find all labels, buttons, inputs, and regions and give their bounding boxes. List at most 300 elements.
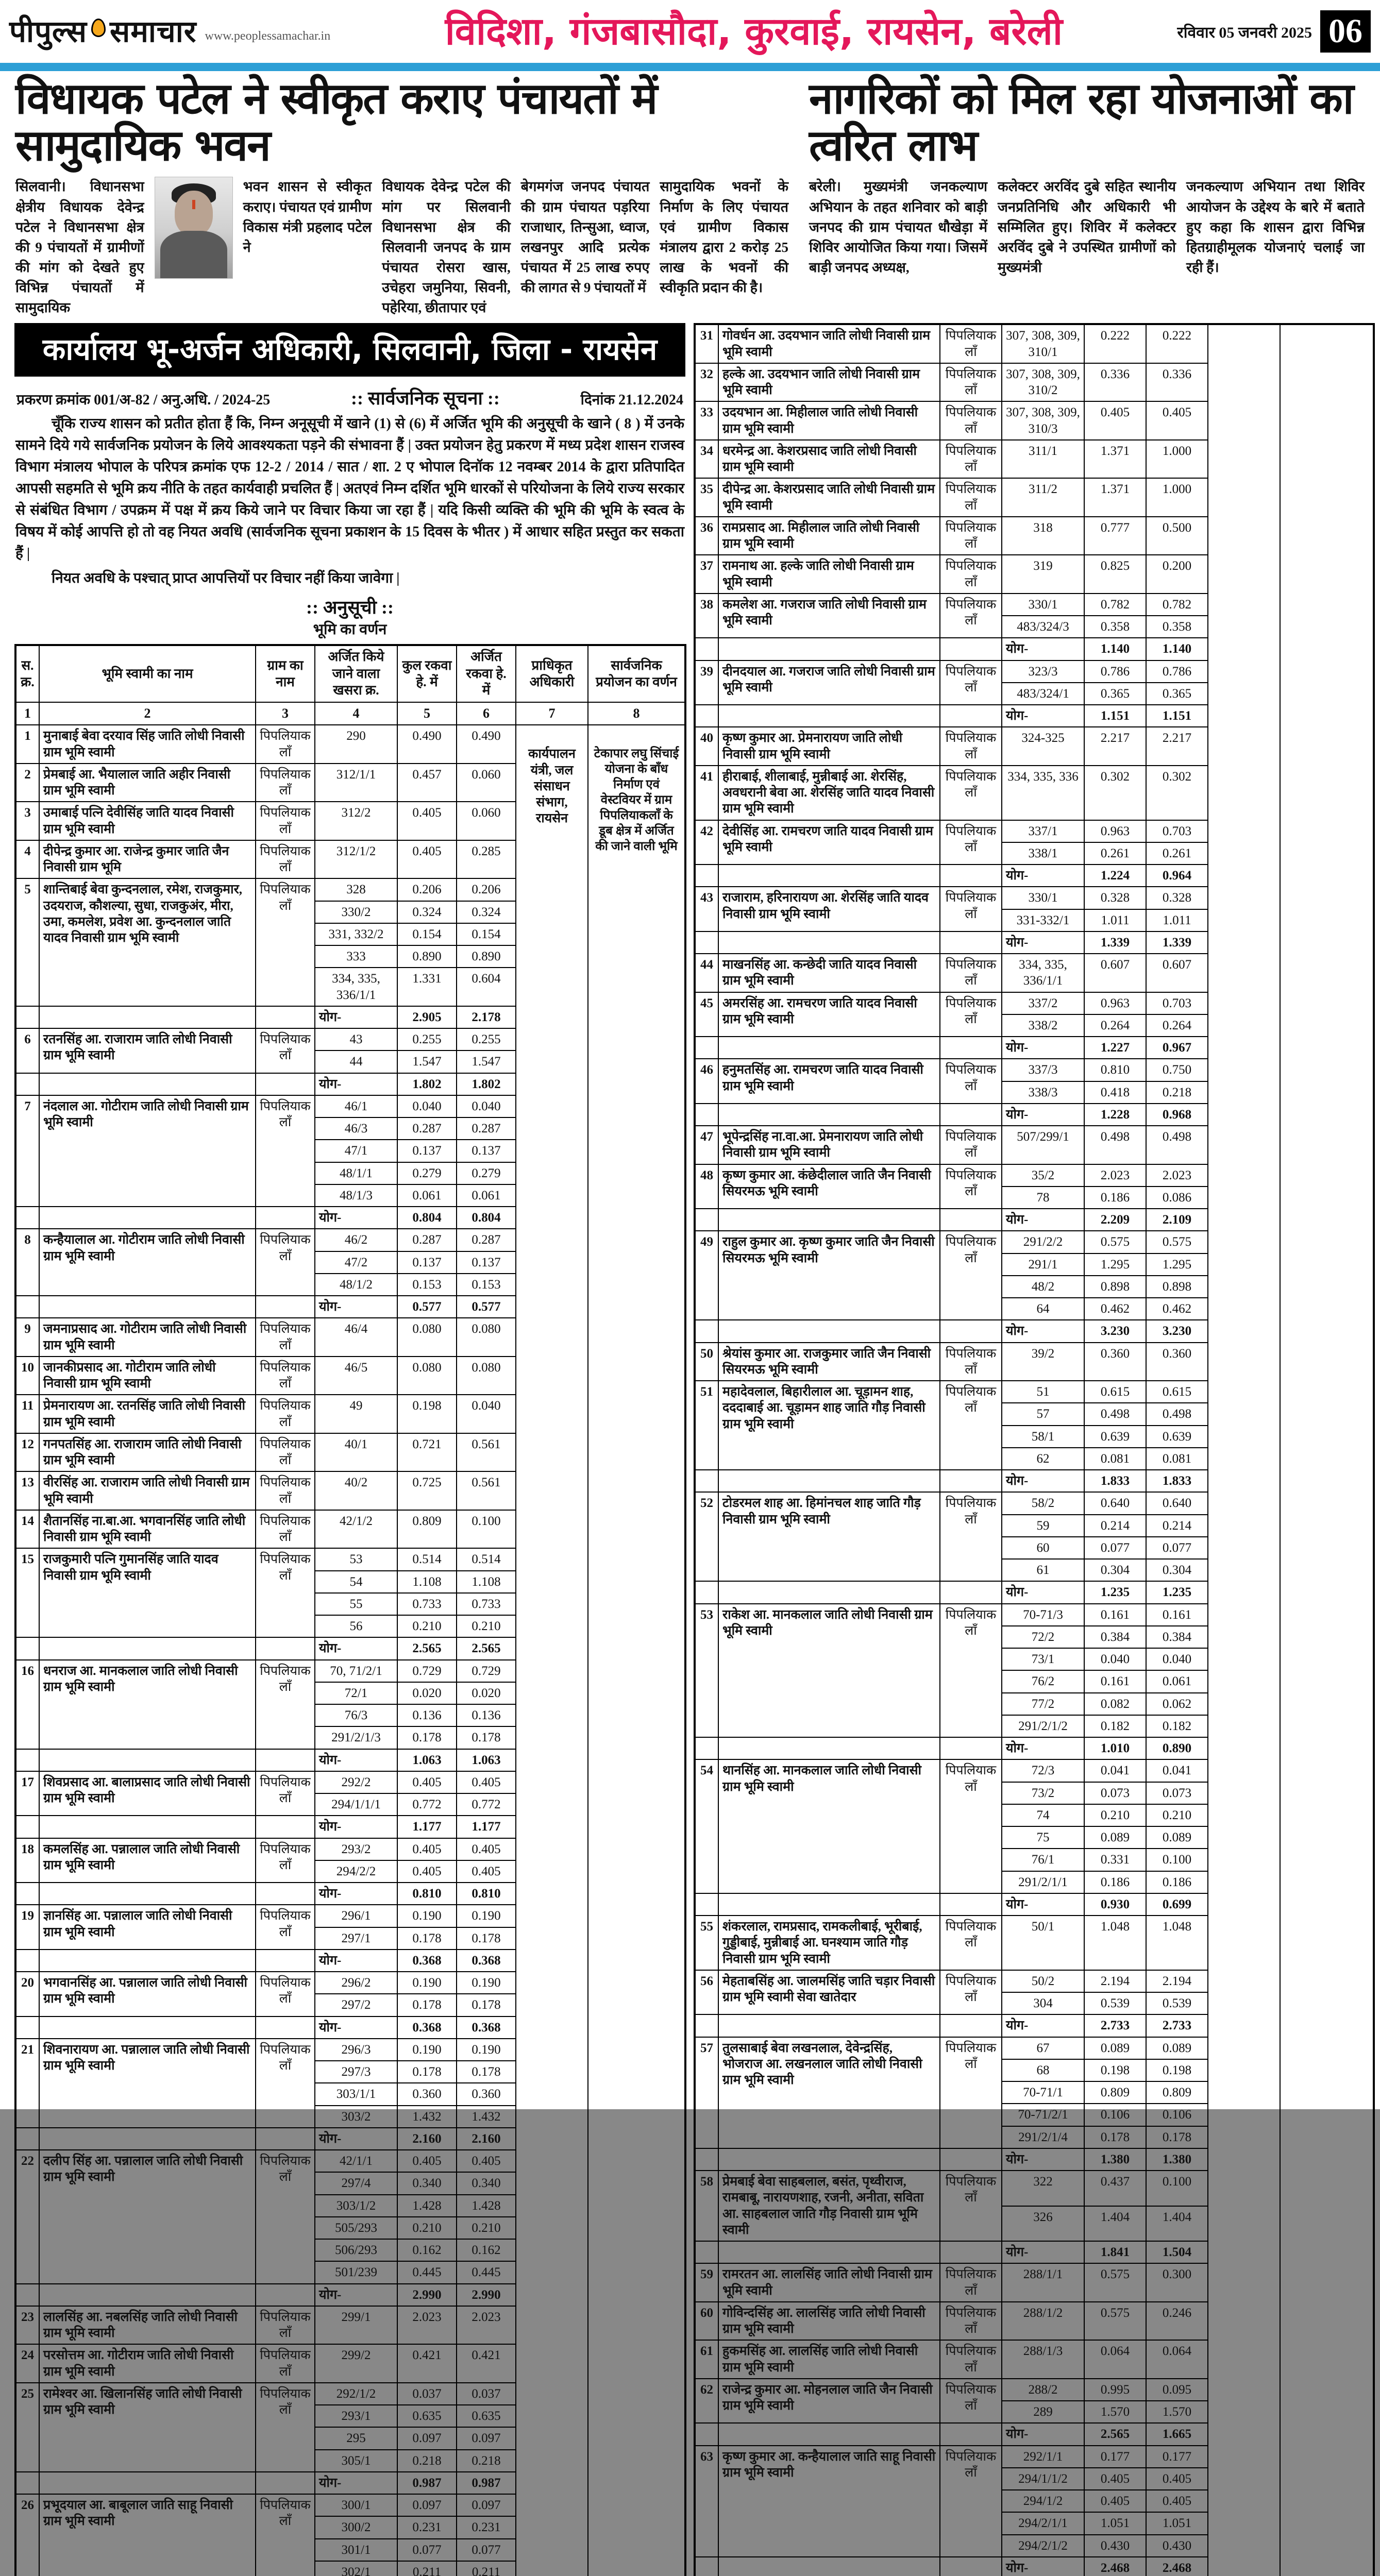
total-area-cell: 0.190 (397, 2039, 457, 2061)
total-area-cell: 0.809 (397, 1510, 457, 1549)
owner-name-cell: जानकीप्रसाद आ. गोटीराम जाति लोधी निवासी ग्राम भूमि स्वामी (39, 1357, 256, 1395)
total-area-cell: 0.304 (1084, 1559, 1146, 1581)
village-cell: पिपलियाकलाँ (940, 478, 1002, 517)
total-area-cell: 1.011 (1084, 909, 1146, 931)
left-article-col1: सिलवानी। विधानसभा क्षेत्रीय विधायक देवेन्द्र पटेल ने विधानसभा क्षेत्र की 9 पंचायतों में ग्रामीणों की मांग को देखते हुए विभिन्न पंचायतों में सामुदायिक (15, 179, 144, 316)
acquired-area-cell: 0.040 (457, 1395, 516, 1433)
total-area-cell: 0.384 (1084, 1626, 1146, 1648)
total-area-cell: 1.371 (1084, 478, 1146, 517)
khasra-cell: 312/1/1 (315, 764, 397, 802)
subtotal-label-cell: योग- (1002, 1037, 1084, 1059)
column-number-8: 8 (588, 702, 685, 725)
owner-name-cell: रतनसिंह आ. राजाराम जाति लोधी निवासी ग्राम भूमि स्वामी (39, 1028, 256, 1073)
total-area-cell: 0.809 (1084, 2081, 1146, 2104)
subtotal-total-cell: 2.905 (397, 1006, 457, 1028)
subtotal-total-cell: 2.468 (1084, 2557, 1146, 2576)
khasra-cell: 300/1 (315, 2494, 397, 2516)
subtotal-acquired-cell: 3.230 (1146, 1320, 1208, 1342)
village-cell: पिपलियाकलाँ (940, 954, 1002, 992)
total-area-cell: 0.733 (397, 1593, 457, 1615)
khasra-cell: 70-71/1 (1002, 2081, 1084, 2104)
acquired-area-cell: 0.604 (457, 968, 516, 1006)
owner-name-cell: गोविन्दसिंह आ. लालसिंह जाति लोधी निवासी ग्राम भूमि स्वामी (718, 2302, 940, 2341)
empty-cell (940, 1209, 1002, 1231)
khasra-cell: 292/2 (315, 1771, 397, 1793)
khasra-cell: 294/1/1/2 (1002, 2468, 1084, 2490)
total-area-cell: 0.782 (1084, 594, 1146, 616)
village-cell: पिपलियाकलाँ (256, 725, 315, 764)
total-area-cell: 0.082 (1084, 1693, 1146, 1715)
acquired-area-cell: 0.077 (457, 2539, 516, 2561)
empty-cell (695, 2241, 718, 2263)
subtotal-total-cell: 0.577 (397, 1296, 457, 1318)
serial-cell: 46 (695, 1059, 718, 1104)
empty-cell (940, 1037, 1002, 1059)
acquired-area-cell: 0.445 (457, 2261, 516, 2283)
serial-cell: 12 (15, 1433, 39, 1472)
owner-name-cell: मुनाबाई बेवा दरयाव सिंह जाति लोधी निवासी ग्राम भूमि स्वामी (39, 725, 256, 764)
empty-cell (256, 1749, 315, 1771)
khasra-cell: 312/1/2 (315, 840, 397, 879)
empty-cell (39, 1207, 256, 1229)
subtotal-acquired-cell: 1.802 (457, 1073, 516, 1095)
empty-cell (718, 1209, 940, 1231)
village-cell: पिपलियाकलाँ (940, 2446, 1002, 2557)
notice-paragraph-1: चूँकि राज्य शासन को प्रतीत होता हैं कि, निम्न अनूसूची में खाने (1) से (6) में अर्जित भूमि की अनुसूची के खाने ( 8 ) में उनके सामने दिये गये सार्वजनिक प्रयोजन के लिये आवश्यकता पड़ने की संभावना हैं | उक्त प्रयोजन हेतु प्रकरण में मध्य प्रदेश शासन राजस्व विभाग मंत्रालय भोपाल के परिपत्र क्रमांक एफ 12-2 / 2014 / सात / शा. 2 ए भोपाल दिनॉक 12 नवम्बर 2014 के द्वारा प्रतिपादित आपसी सहमति से भूमि क्रय नीति के तहत कार्यवाही प्रचलित हैं | अतएवं निम्न दर्शित भूमि धारकों से परियोजना के लिये राज्य सरकार से संबंधित विभाग / उपक्रम में पक्ष में क्रय किये जाने पर विचार किया जा रहा हैं | यदि किसी व्यक्ति की भूमि की भूमि के स्वत्व के विषय में कोई आपत्ति हो तो वह नियत अवधि (सार्वजनिक सूचना प्रकाशन के 15 दिवस के भीतर ) में आधार सहित प्रस्तुत कर सकता हैं | (15, 416, 684, 562)
total-area-cell: 0.210 (1084, 1804, 1146, 1826)
owner-name-cell: अमरसिंह आ. रामचरण जाति यादव निवासी ग्राम भूमि स्वामी (718, 992, 940, 1037)
total-area-cell: 0.725 (397, 1471, 457, 1510)
subtotal-total-cell: 1.177 (397, 1816, 457, 1838)
subtotal-total-cell: 1.802 (397, 1073, 457, 1095)
empty-cell (695, 638, 718, 660)
total-area-cell: 0.405 (397, 840, 457, 879)
empty-cell (695, 865, 718, 887)
serial-cell: 39 (695, 660, 718, 705)
subtotal-total-cell: 1.380 (1084, 2148, 1146, 2171)
notice-right-column (694, 323, 1375, 2576)
owner-name-cell: राजेन्द्र कुमार आ. मोहनलाल जाति जैन निवासी ग्राम भूमि स्वामी (718, 2379, 940, 2424)
acquired-area-cell: 0.097 (457, 2427, 516, 2449)
header-row (15, 645, 685, 702)
empty-cell (695, 2014, 718, 2037)
subtotal-total-cell: 1.235 (1084, 1581, 1146, 1603)
acquired-area-cell: 0.782 (1146, 594, 1208, 616)
empty-cell (940, 2241, 1002, 2263)
total-area-cell: 1.051 (1084, 2512, 1146, 2534)
total-area-cell: 0.198 (1084, 2059, 1146, 2081)
subtotal-acquired-cell: 0.699 (1146, 1893, 1208, 1916)
empty-cell (256, 1883, 315, 1905)
empty-cell (15, 1749, 39, 1771)
khasra-cell: 303/1/1 (315, 2083, 397, 2105)
total-area-cell: 0.255 (397, 1028, 457, 1050)
khasra-cell: 78 (1002, 1187, 1084, 1209)
subtotal-total-cell: 2.733 (1084, 2014, 1146, 2037)
owner-name-cell: हनुमतसिंह आ. रामचरण जाति यादव निवासी ग्राम भूमि स्वामी (718, 1059, 940, 1104)
khasra-cell: 334, 335, 336/1/1 (1002, 954, 1084, 992)
khasra-cell: 331, 332/2 (315, 923, 397, 945)
empty-cell (718, 1104, 940, 1126)
acquired-area-cell: 0.178 (1146, 2126, 1208, 2148)
village-cell: पिपलियाकलाँ (940, 1970, 1002, 2015)
acquired-area-cell: 0.809 (1146, 2081, 1208, 2104)
total-area-cell: 2.217 (1084, 727, 1146, 766)
khasra-cell: 46/4 (315, 1318, 397, 1357)
village-cell: पिपलियाकलाँ (940, 820, 1002, 865)
owner-name-cell: टोडरमल शाह आ. हिमांनचल शाह जाति गौड़ निवासी ग्राम भूमि स्वामी (718, 1492, 940, 1581)
empty-cell (39, 2472, 256, 2494)
empty-cell (695, 2557, 718, 2576)
subtotal-label-cell: योग- (1002, 1737, 1084, 1759)
empty-cell (940, 865, 1002, 887)
village-cell: पिपलियाकलाँ (940, 2037, 1002, 2148)
khasra-cell: 338/1 (1002, 842, 1084, 865)
khasra-cell: 75 (1002, 1826, 1084, 1849)
village-cell: पिपलियाकलाँ (256, 802, 315, 840)
table-row (695, 324, 1374, 363)
owner-name-cell: शान्तिबाई बेवा कुन्दनलाल, रमेश, राजकुमार, उदयराज, कौशल्या, सुधा, राजकुअंर, मीरा, उमा, कमलेश, प्रवेश आ. कुन्दनलाल जाति यादव निवासी ग्राम भूमि स्वामी (39, 878, 256, 1006)
acquired-area-cell: 1.000 (1146, 478, 1208, 517)
serial-cell: 18 (15, 1838, 39, 1883)
acquired-area-cell: 2.194 (1146, 1970, 1208, 1992)
khasra-cell: 294/1/2 (1002, 2490, 1084, 2512)
empty-cell (940, 2148, 1002, 2171)
total-area-cell: 0.328 (1084, 887, 1146, 909)
owner-name-cell: रामेश्वर आ. खिलानसिंह जाति लोधी निवासी ग्राम भूमि स्वामी (39, 2383, 256, 2472)
photo-shoulders (160, 231, 227, 278)
khasra-cell: 48/1/3 (315, 1184, 397, 1207)
khasra-cell: 506/293 (315, 2239, 397, 2261)
acquired-area-cell: 0.328 (1146, 887, 1208, 909)
total-area-cell: 0.064 (1084, 2340, 1146, 2379)
total-area-cell: 0.825 (1084, 555, 1146, 594)
subtotal-label-cell: योग- (315, 1637, 397, 1659)
owner-name-cell: कृष्ण कुमार आ. कंछेदीलाल जाति जैन निवासी सियरमऊ भूमि स्वामी (718, 1164, 940, 1209)
khasra-cell: 72/1 (315, 1682, 397, 1704)
subtotal-label-cell: योग- (1002, 2014, 1084, 2037)
left-article-col4: बेगमगंज जनपद पंचायत की ग्राम पंचायत पड़रिया राजाधार, तिन्सुआ, ध्वाज, लखनपुर आदि प्रत्येक पंचायत में 25 लाख रुपए की लागत से 9 पंचायतों में (520, 179, 650, 296)
empty-cell (695, 1037, 718, 1059)
subtotal-acquired-cell: 2.733 (1146, 2014, 1208, 2037)
empty-cell (256, 1816, 315, 1838)
column-header-3: ग्राम का नाम (256, 645, 315, 702)
owner-name-cell: राजकुमारी पत्नि गुमानसिंह जाति यादव निवासी ग्राम भूमि स्वामी (39, 1548, 256, 1637)
khasra-cell: 334, 335, 336/1/1 (315, 968, 397, 1006)
total-area-cell: 0.405 (1084, 2490, 1146, 2512)
empty-cell (256, 2016, 315, 2039)
total-area-cell: 1.048 (1084, 1916, 1146, 1970)
acquired-area-cell: 1.404 (1146, 2206, 1208, 2242)
total-area-cell: 0.077 (1084, 1537, 1146, 1559)
empty-cell (718, 865, 940, 887)
subtotal-acquired-cell: 1.177 (457, 1816, 516, 1838)
village-cell: पिपलियाकलाँ (256, 1395, 315, 1433)
acquired-area-cell: 0.178 (457, 1726, 516, 1749)
empty-cell (15, 1637, 39, 1659)
acquired-area-cell: 0.890 (457, 945, 516, 968)
acquired-area-cell: 0.405 (1146, 2490, 1208, 2512)
acquired-area-cell: 0.514 (457, 1548, 516, 1570)
empty-cell (256, 1296, 315, 1318)
acquired-area-cell: 0.786 (1146, 660, 1208, 683)
total-area-cell: 0.178 (1084, 2126, 1146, 2148)
khasra-cell: 326 (1002, 2206, 1084, 2242)
empty-cell (256, 1637, 315, 1659)
acquired-area-cell: 0.340 (457, 2172, 516, 2194)
serial-cell: 49 (695, 1231, 718, 1320)
khasra-cell: 64 (1002, 1298, 1084, 1320)
total-area-cell: 0.040 (1084, 1648, 1146, 1670)
khasra-cell: 40/1 (315, 1433, 397, 1472)
khasra-cell: 293/2 (315, 1838, 397, 1860)
subtotal-total-cell: 0.987 (397, 2472, 457, 2494)
empty-cell (256, 2284, 315, 2306)
khasra-cell: 338/3 (1002, 1081, 1084, 1104)
acquired-area-cell: 0.162 (457, 2239, 516, 2261)
village-cell: पिपलियाकलाँ (940, 1492, 1002, 1581)
empty-cell (940, 1320, 1002, 1342)
right-article-body (809, 177, 1365, 278)
total-area-cell: 0.640 (1084, 1492, 1146, 1514)
khasra-cell: 311/1 (1002, 440, 1084, 479)
total-area-cell: 0.786 (1084, 660, 1146, 683)
khasra-cell: 299/2 (315, 2344, 397, 2383)
owner-name-cell: कन्हैयालाल आ. गोटीराम जाति लोधी निवासी ग्राम भूमि स्वामी (39, 1229, 256, 1296)
subtotal-total-cell: 1.010 (1084, 1737, 1146, 1759)
acquired-area-cell: 0.061 (457, 1184, 516, 1207)
acquired-area-cell: 1.295 (1146, 1253, 1208, 1276)
acquired-area-cell: 0.073 (1146, 1782, 1208, 1804)
khasra-cell: 305/1 (315, 2450, 397, 2472)
empty-cell (256, 1207, 315, 1229)
acquired-area-cell: 0.300 (1146, 2263, 1208, 2302)
empty-cell (15, 2016, 39, 2039)
acquired-area-cell: 1.051 (1146, 2512, 1208, 2534)
acquired-area-cell: 0.211 (457, 2561, 516, 2576)
acquired-area-cell: 0.360 (1146, 1343, 1208, 1381)
subtotal-total-cell: 1.339 (1084, 931, 1146, 954)
public-notice (0, 320, 1380, 2576)
subtotal-label-cell: योग- (1002, 1893, 1084, 1916)
subtotal-label-cell: योग- (315, 1207, 397, 1229)
total-area-cell: 0.214 (1084, 1515, 1146, 1537)
serial-cell: 61 (695, 2340, 718, 2379)
notice-title: :: सार्वजनिक सूचना :: (351, 388, 500, 409)
total-area-cell: 0.405 (397, 2150, 457, 2172)
subtotal-total-cell: 2.209 (1084, 1209, 1146, 1231)
total-area-cell: 0.153 (397, 1274, 457, 1296)
serial-cell: 63 (695, 2446, 718, 2557)
acquired-area-cell: 1.048 (1146, 1916, 1208, 1970)
subtotal-total-cell: 1.228 (1084, 1104, 1146, 1126)
column-header-6: अर्जित रकवा हे. में (457, 645, 516, 702)
empty-cell (39, 2016, 256, 2039)
village-cell: पिपलियाकलाँ (940, 1604, 1002, 1738)
serial-cell: 21 (15, 2039, 39, 2128)
acquired-area-cell: 0.081 (1146, 1448, 1208, 1470)
khasra-cell: 47/2 (315, 1251, 397, 1274)
serial-cell: 15 (15, 1548, 39, 1637)
empty-cell (695, 2423, 718, 2445)
acquired-area-cell: 0.561 (457, 1471, 516, 1510)
acquired-area-cell: 0.198 (1146, 2059, 1208, 2081)
owner-name-cell: शंकरलाल, रामप्रसाद, रामकलीबाई, भूरीबाई, गुड्डीबाई, मुन्नीबाई आ. घनश्याम जाति गौड़ निवासी ग्राम भूमि स्वामी (718, 1916, 940, 1970)
serial-cell: 16 (15, 1660, 39, 1749)
village-cell: पिपलियाकलाँ (940, 324, 1002, 363)
khasra-cell: 334, 335, 336 (1002, 766, 1084, 820)
owner-name-cell: वीरसिंह आ. राजाराम जाति लोधी निवासी ग्राम भूमि स्वामी (39, 1471, 256, 1510)
owner-name-cell: कृष्ण कुमार आ. कन्हैयालाल जाति साहू निवासी ग्राम भूमि स्वामी (718, 2446, 940, 2557)
khasra-cell: 51 (1002, 1381, 1084, 1403)
total-area-cell: 0.081 (1084, 1448, 1146, 1470)
acquired-area-cell: 0.178 (457, 1994, 516, 2016)
column-number-1: 1 (15, 702, 39, 725)
acquired-area-cell: 0.733 (457, 1593, 516, 1615)
empty-cell (940, 1581, 1002, 1603)
village-cell: पिपलियाकलाँ (256, 1095, 315, 1207)
total-area-cell: 0.089 (1084, 2037, 1146, 2059)
acquired-area-cell: 0.060 (457, 802, 516, 840)
left-article-col3: विधायक देवेन्द्र पटेल की मांग पर सिलवानी विधानसभा क्षेत्र की सिलवानी जनपद के ग्राम पंचायत रोसरा खास, उचेहरा जमुनिया, सिवनी, पहेरिया, छीतापार एवं (382, 179, 511, 316)
acquired-area-cell: 0.772 (457, 1793, 516, 1816)
acquired-area-cell: 0.498 (1146, 1126, 1208, 1164)
village-cell: पिपलियाकलाँ (940, 1381, 1002, 1470)
subtotal-label-cell: योग- (1002, 2423, 1084, 2445)
subtotal-acquired-cell: 0.967 (1146, 1037, 1208, 1059)
acquired-area-cell: 0.261 (1146, 842, 1208, 865)
subtotal-total-cell: 1.227 (1084, 1037, 1146, 1059)
empty-cell (940, 1470, 1002, 1492)
column-header-7: प्राधिकृत अधिकारी (516, 645, 588, 702)
subtotal-label-cell: योग- (1002, 1320, 1084, 1342)
total-area-cell: 0.037 (397, 2383, 457, 2405)
acquired-area-cell: 0.365 (1146, 683, 1208, 705)
total-area-cell: 2.023 (397, 2306, 457, 2345)
subtotal-label-cell: योग- (315, 1073, 397, 1095)
owner-name-cell: प्रभूदयाल आ. बाबूलाल जाति साहू निवासी ग्राम भूमि स्वामी (39, 2494, 256, 2576)
owner-name-cell: उमाबाई पत्नि देवीसिंह जाति यादव निवासी ग्राम भूमि स्वामी (39, 802, 256, 840)
khasra-cell: 72/3 (1002, 1759, 1084, 1782)
empty-cell (718, 2014, 940, 2037)
column-header-2: भूमि स्वामी का नाम (39, 645, 256, 702)
acquired-area-cell: 0.231 (457, 2516, 516, 2538)
khasra-cell: 294/1/1/1 (315, 1793, 397, 1816)
khasra-cell: 291/2/1/1 (1002, 1871, 1084, 1893)
acquired-area-cell: 0.210 (1146, 1804, 1208, 1826)
logo-word-2: समाचार (109, 14, 197, 49)
owner-name-cell: भगवानसिंह आ. पन्नालाल जाति लोधी निवासी ग्राम भूमि स्वामी (39, 1972, 256, 2016)
khasra-cell: 53 (315, 1548, 397, 1570)
khasra-cell: 295 (315, 2427, 397, 2449)
village-cell: पिपलियाकलाँ (940, 2340, 1002, 2379)
total-area-cell: 0.287 (397, 1117, 457, 1140)
empty-cell (15, 1296, 39, 1318)
total-area-cell: 1.404 (1084, 2206, 1146, 2242)
khasra-cell: 292/1/2 (315, 2383, 397, 2405)
khasra-cell: 46/1 (315, 1095, 397, 1117)
owner-name-cell: शिवप्रसाद आ. बालाप्रसाद जाति लोधी निवासी ग्राम भूमि स्वामी (39, 1771, 256, 1816)
acquired-area-cell: 0.264 (1146, 1014, 1208, 1037)
village-cell: पिपलियाकलाँ (256, 1972, 315, 2016)
serial-cell: 11 (15, 1395, 39, 1433)
subtotal-total-cell: 2.160 (397, 2128, 457, 2150)
owner-name-cell: कृष्ण कुमार आ. प्रेमनारायण जाति लोधी निवासी ग्राम भूमि स्वामी (718, 727, 940, 766)
khasra-cell: 311/2 (1002, 478, 1084, 517)
khasra-cell: 322 (1002, 2171, 1084, 2206)
left-article-body (15, 177, 788, 318)
serial-cell: 26 (15, 2494, 39, 2576)
column-header-5: कुल रकवा हे. में (397, 645, 457, 702)
right-article-headline: नागरिकों को मिल रहा योजनाओं का त्वरित लाभ (809, 73, 1353, 171)
subtotal-total-cell: 1.151 (1084, 705, 1146, 727)
khasra-cell: 73/2 (1002, 1782, 1084, 1804)
acquired-area-cell: 0.360 (457, 2083, 516, 2105)
serial-cell: 62 (695, 2379, 718, 2424)
acquired-area-cell: 0.040 (1146, 1648, 1208, 1670)
total-area-cell: 0.539 (1084, 1992, 1146, 2014)
total-area-cell: 0.995 (1084, 2379, 1146, 2401)
total-area-cell: 0.136 (397, 1704, 457, 1726)
empty-cell (940, 638, 1002, 660)
empty-cell (695, 1581, 718, 1603)
khasra-cell: 57 (1002, 1403, 1084, 1425)
empty-cell (15, 1073, 39, 1095)
acquired-area-cell: 1.547 (457, 1050, 516, 1073)
authority-cell (1208, 324, 1280, 2576)
empty-cell (39, 2128, 256, 2150)
acquired-area-cell: 0.077 (1146, 1537, 1208, 1559)
total-area-cell: 0.073 (1084, 1782, 1146, 1804)
khasra-cell: 291/2/1/4 (1002, 2126, 1084, 2148)
owner-name-cell: मेहताबसिंह आ. जालमसिंह जाति चड़ार निवासी ग्राम भूमि स्वामी सेवा खातेदार (718, 1970, 940, 2015)
serial-cell: 33 (695, 401, 718, 440)
owner-name-cell: माखनसिंह आ. कन्छेदी जाति यादव निवासी ग्राम भूमि स्वामी (718, 954, 940, 992)
serial-cell: 40 (695, 727, 718, 766)
empty-cell (15, 1207, 39, 1229)
village-cell: पिपलियाकलाँ (940, 517, 1002, 555)
acquired-area-cell: 1.428 (457, 2195, 516, 2217)
owner-name-cell: प्रेमबाई आ. भैयालाल जाति अहीर निवासी ग्राम भूमि स्वामी (39, 764, 256, 802)
empty-cell (718, 1320, 940, 1342)
subtotal-total-cell: 1.063 (397, 1749, 457, 1771)
total-area-cell: 0.211 (397, 2561, 457, 2576)
owner-name-cell: राहुल कुमार आ. कृष्ण कुमार जाति जैन निवासी सियरमऊ भूमि स्वामी (718, 1231, 940, 1320)
khasra-cell: 296/3 (315, 2039, 397, 2061)
divider-bar (0, 63, 1380, 71)
empty-cell (940, 2423, 1002, 2445)
header-number-row (15, 702, 685, 725)
empty-cell (718, 1737, 940, 1759)
total-area-cell: 1.547 (397, 1050, 457, 1073)
serial-cell: 36 (695, 517, 718, 555)
subtotal-total-cell: 3.230 (1084, 1320, 1146, 1342)
total-area-cell: 0.360 (397, 2083, 457, 2105)
acquired-area-cell: 0.137 (457, 1140, 516, 1162)
subtotal-total-cell: 0.804 (397, 1207, 457, 1229)
subtotal-acquired-cell: 1.504 (1146, 2241, 1208, 2263)
acquired-area-cell: 0.080 (457, 1357, 516, 1395)
total-area-cell: 0.963 (1084, 992, 1146, 1014)
khasra-cell: 296/1 (315, 1905, 397, 1927)
acquired-area-cell: 0.178 (457, 2061, 516, 2083)
owner-name-cell: दीपेन्द्र कुमार आ. राजेन्द्र कुमार जाति जैन निवासी ग्राम भूमि (39, 840, 256, 879)
subtotal-label-cell: योग- (1002, 2557, 1084, 2576)
acquired-area-cell: 0.729 (457, 1660, 516, 1682)
total-area-cell: 0.490 (397, 725, 457, 764)
owner-name-cell: राजाराम, हरिनारायण आ. शेरसिंह जाति यादव निवासी ग्राम भूमि स्वामी (718, 887, 940, 931)
empty-cell (940, 2014, 1002, 2037)
